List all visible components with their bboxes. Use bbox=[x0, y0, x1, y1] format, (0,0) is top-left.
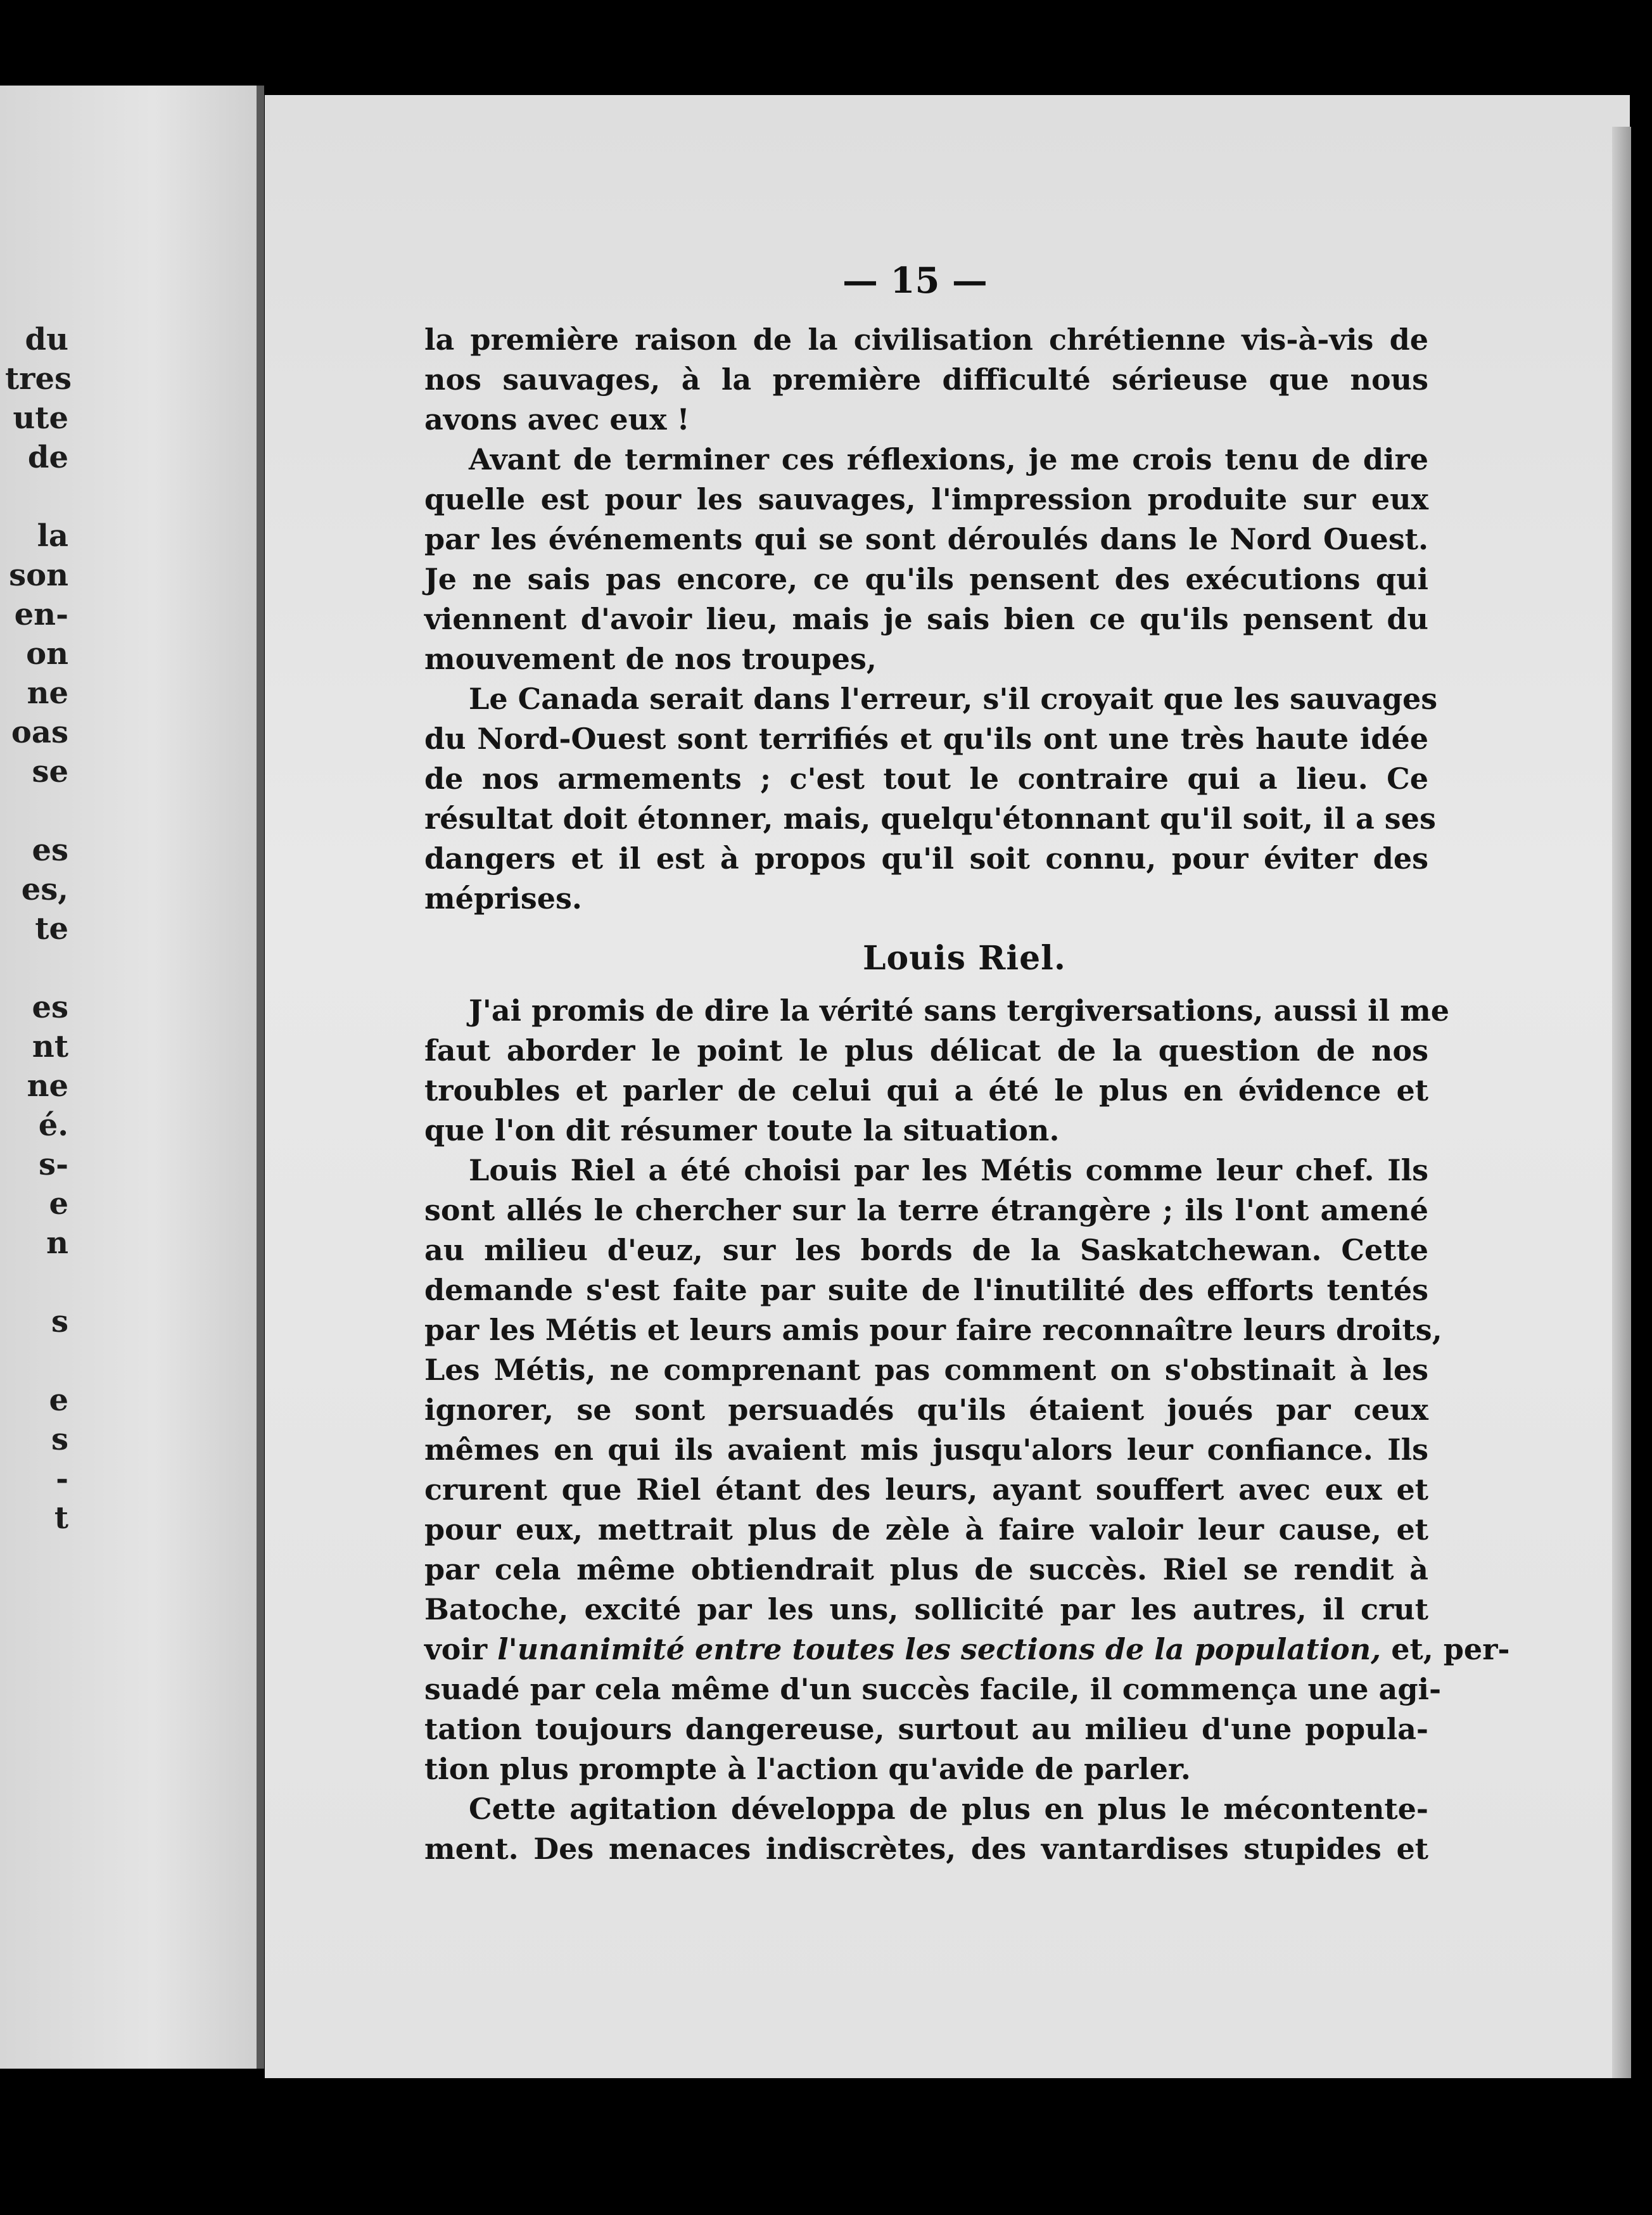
margin-fragment: s- bbox=[39, 1147, 68, 1182]
margin-fragment: se bbox=[32, 754, 68, 789]
margin-fragment: on bbox=[26, 636, 68, 672]
text-line: pour eux, mettrait plus de zèle à faire valoir leur cause, et bbox=[424, 1512, 1428, 1547]
page-number: — 15 — bbox=[842, 260, 988, 302]
margin-fragment: te bbox=[35, 911, 68, 947]
text-line: dangers et il est à propos qu'il soit connu, pour éviter des bbox=[424, 841, 1428, 876]
text-line: crurent que Riel étant des leurs, ayant souffert avec eux et bbox=[424, 1472, 1428, 1507]
text-line: troubles et parler de celui qui a été le plus en évidence et bbox=[424, 1073, 1428, 1108]
text-line: nos sauvages, à la première difficulté sérieuse que nous bbox=[424, 362, 1428, 397]
text-line: ment. Des menaces indiscrètes, des vantardises stupides et bbox=[424, 1832, 1428, 1866]
margin-fragment: ne bbox=[27, 1068, 68, 1104]
margin-fragment: s bbox=[51, 1304, 68, 1339]
margin-fragment: - bbox=[56, 1461, 68, 1497]
text-line: tation toujours dangereuse, surtout au milieu d'une popula- bbox=[424, 1712, 1428, 1746]
left-page-margin-text bbox=[5, 320, 72, 1538]
text-line: viennent d'avoir lieu, mais je sais bien ce qu'ils pensent du bbox=[424, 602, 1428, 636]
body-text bbox=[424, 320, 1510, 1869]
margin-fragment: son bbox=[9, 558, 68, 593]
margin-fragment bbox=[5, 1341, 68, 1381]
text-line: sont allés le chercher sur la terre étrangère ; ils l'ont amené bbox=[424, 1193, 1428, 1227]
margin-fragment: e bbox=[49, 1382, 68, 1418]
text-line: de nos armements ; c'est tout le contraire qui a lieu. Ce bbox=[424, 762, 1428, 796]
text-line: résultat doit étonner, mais, quelqu'étonnant qu'il soit, il a ses bbox=[424, 801, 1436, 836]
text-line: faut aborder le point le plus délicat de la question de nos bbox=[424, 1033, 1428, 1068]
text-line: Cette agitation développa de plus en plus le mécontente- bbox=[469, 1792, 1428, 1826]
margin-fragment: de bbox=[27, 440, 68, 475]
text-line: par les Métis et leurs amis pour faire reconnaître leurs droits, bbox=[424, 1313, 1442, 1347]
text-line: Les Métis, ne comprenant pas comment on s'obstinait à les bbox=[424, 1353, 1428, 1387]
paragraph-2 bbox=[424, 440, 1428, 679]
margin-fragment bbox=[5, 477, 68, 516]
margin-fragment: es, bbox=[21, 872, 68, 907]
margin-fragment: oas bbox=[11, 715, 68, 750]
margin-fragment: tres bbox=[5, 361, 72, 397]
margin-fragment: es bbox=[32, 990, 68, 1025]
text-line: Je ne sais pas encore, ce qu'ils pensent des exécutions qui bbox=[424, 562, 1428, 596]
margin-fragment: la bbox=[37, 518, 68, 554]
margin-fragment bbox=[5, 948, 68, 988]
margin-fragment: n bbox=[46, 1225, 68, 1261]
text-line: quelle est pour les sauvages, l'impression produite sur eux bbox=[424, 482, 1428, 516]
paragraph-1 bbox=[424, 320, 1428, 440]
paragraph-5 bbox=[424, 1151, 1510, 1789]
text-segment: voir bbox=[424, 1632, 498, 1666]
margin-fragment: t bbox=[54, 1500, 68, 1536]
paragraph-3 bbox=[424, 679, 1438, 919]
margin-fragment: ne bbox=[27, 675, 68, 711]
margin-fragment: s bbox=[51, 1422, 68, 1457]
margin-fragment bbox=[5, 791, 68, 831]
margin-fragment: é. bbox=[38, 1108, 68, 1143]
text-line: ignorer, se sont persuadés qu'ils étaient joués par ceux bbox=[424, 1393, 1428, 1427]
text-line: Batoche, excité par les uns, sollicité par les autres, il crut bbox=[424, 1592, 1428, 1626]
text-line: suadé par cela même d'un succès facile, il commença une agi- bbox=[424, 1672, 1442, 1706]
text-line: par cela même obtiendrait plus de succès. Riel se rendit à bbox=[424, 1552, 1428, 1586]
paragraph-4 bbox=[424, 991, 1450, 1151]
margin-fragment: nt bbox=[32, 1029, 68, 1064]
text-line: mêmes en qui ils avaient mis jusqu'alors leur confiance. Ils bbox=[424, 1433, 1428, 1467]
section-heading: Louis Riel. bbox=[862, 939, 1067, 978]
margin-fragment: ute bbox=[13, 400, 68, 436]
italic-phrase: l'unanimité entre toutes les sections de la population, bbox=[497, 1632, 1382, 1666]
text-line: la première raison de la civilisation chrétienne vis-à-vis de bbox=[424, 322, 1428, 357]
margin-fragment: es bbox=[32, 833, 68, 868]
text-line-italic-phrase bbox=[424, 1630, 1510, 1669]
margin-fragment: en- bbox=[14, 597, 68, 632]
margin-fragment: du bbox=[25, 322, 68, 357]
text-line: méprises. bbox=[424, 881, 582, 916]
text-line: Avant de terminer ces réflexions, je me crois tenu de dire bbox=[469, 442, 1428, 476]
text-line: demande s'est faite par suite de l'inutilité des efforts tentés bbox=[424, 1273, 1428, 1307]
margin-fragment: e bbox=[49, 1186, 68, 1222]
margin-fragment bbox=[5, 1263, 68, 1302]
text-line: Le Canada serait dans l'erreur, s'il croyait que les sauvages bbox=[469, 682, 1438, 716]
text-line: que l'on dit résumer toute la situation. bbox=[424, 1113, 1060, 1147]
text-line: mouvement de nos troupes, bbox=[424, 642, 877, 676]
text-line: tion plus prompte à l'action qu'avide de parler. bbox=[424, 1752, 1191, 1786]
text-line: avons avec eux ! bbox=[424, 402, 690, 437]
page-edge bbox=[1612, 127, 1631, 2078]
text-line: au milieu d'euz, sur les bords de la Saskatchewan. Cette bbox=[424, 1233, 1428, 1267]
page-gutter bbox=[257, 86, 264, 2069]
text-line: du Nord-Ouest sont terrifiés et qu'ils ont une très haute idée bbox=[424, 722, 1428, 756]
text-line: par les événements qui se sont déroulés dans le Nord Ouest. bbox=[424, 522, 1428, 556]
text-line: J'ai promis de dire la vérité sans tergiversations, aussi il me bbox=[469, 993, 1450, 1028]
paragraph-6 bbox=[424, 1789, 1428, 1869]
text-line: Louis Riel a été choisi par les Métis comme leur chef. Ils bbox=[469, 1153, 1428, 1187]
text-segment: et, per- bbox=[1381, 1632, 1510, 1666]
